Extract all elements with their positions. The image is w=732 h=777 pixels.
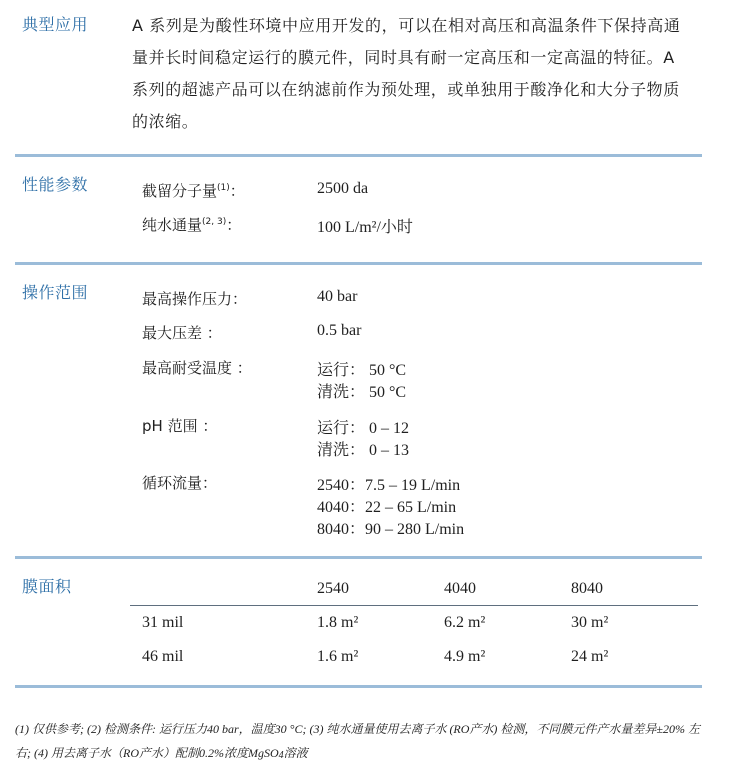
mwco-key: 截留分子量$^{(1)}$：	[142, 182, 245, 200]
application-line-3: 系列的超滤产品可以在纳滤前作为预处理，或单独用于酸净化和大分子物质	[132, 80, 680, 99]
section-divider	[15, 556, 702, 559]
table-header-rule	[130, 605, 698, 606]
pressure-value: 40 bar	[317, 288, 358, 305]
row-mwco	[0, 180, 732, 202]
flow-2540: 2540：7.5 – 19 L/min	[317, 477, 461, 494]
area-header-2540: 2540	[317, 580, 349, 597]
section-label-application: 典型应用	[22, 15, 89, 34]
section-label-performance: 性能参数	[22, 175, 89, 194]
area-cell: 30 m²	[571, 614, 609, 631]
flow-key: 循环流量：	[142, 474, 218, 492]
ph-run: 运行： 0 – 12	[317, 420, 410, 437]
area-header-4040: 4040	[444, 580, 476, 597]
temp-run: 运行： 50 °C	[317, 362, 407, 379]
section-divider	[15, 262, 702, 265]
area-cell: 6.2 m²	[444, 614, 486, 631]
area-cell: 24 m²	[571, 648, 609, 665]
mwco-value: 2500 da	[317, 180, 369, 197]
flow-8040: 8040：90 – 280 L/min	[317, 521, 465, 538]
temp-key: 最高耐受温度 ：	[142, 359, 252, 377]
area-header-8040: 8040	[571, 580, 603, 597]
footnote	[15, 717, 720, 768]
dp-value: 0.5 bar	[317, 322, 362, 339]
section-label-area: 膜面积	[22, 577, 72, 596]
application-line-4: 的浓缩。	[132, 112, 199, 131]
temp-clean: 清洗： 50 °C	[317, 384, 407, 401]
application-description	[132, 10, 707, 138]
area-spacer-31: 31 mil	[142, 614, 184, 631]
area-cell: 1.6 m²	[317, 648, 359, 665]
flux-value: 100 L/m²/小时	[317, 219, 413, 236]
application-line-1: A 系列是为酸性环境中应用开发的，可以在相对高压和高温条件下保持高通	[132, 16, 681, 35]
flow-4040: 4040：22 – 65 L/min	[317, 499, 457, 516]
section-label-operating: 操作范围	[22, 283, 89, 302]
application-line-2: 量并长时间稳定运行的膜元件，同时具有耐一定高压和一定高温的特征。A	[132, 48, 675, 67]
row-flux	[0, 214, 732, 236]
ph-clean: 清洗： 0 – 13	[317, 442, 410, 459]
section-divider	[15, 685, 702, 688]
area-cell: 4.9 m²	[444, 648, 486, 665]
footnote-line-1: (1) 仅供参考; (2) 检测条件: 运行压力40 bar，温度30 °C; (3) 纯水通量使用去离子水 (RO产水) 检测，不同膜元件产水量差异±20% 左	[15, 722, 701, 736]
footnote-line-2: 右; (4) 用去离子水（RO产水）配制0.2%浓度MgSO4溶液	[15, 746, 308, 761]
flux-key: 纯水通量$^{(2, 3)}$：	[142, 216, 242, 234]
area-spacer-46: 46 mil	[142, 648, 184, 665]
dp-key: 最大压差 ：	[142, 324, 222, 342]
ph-key: pH 范围 ：	[142, 417, 218, 435]
section-divider	[15, 154, 702, 157]
area-cell: 1.8 m²	[317, 614, 359, 631]
pressure-key: 最高操作压力：	[142, 290, 248, 308]
